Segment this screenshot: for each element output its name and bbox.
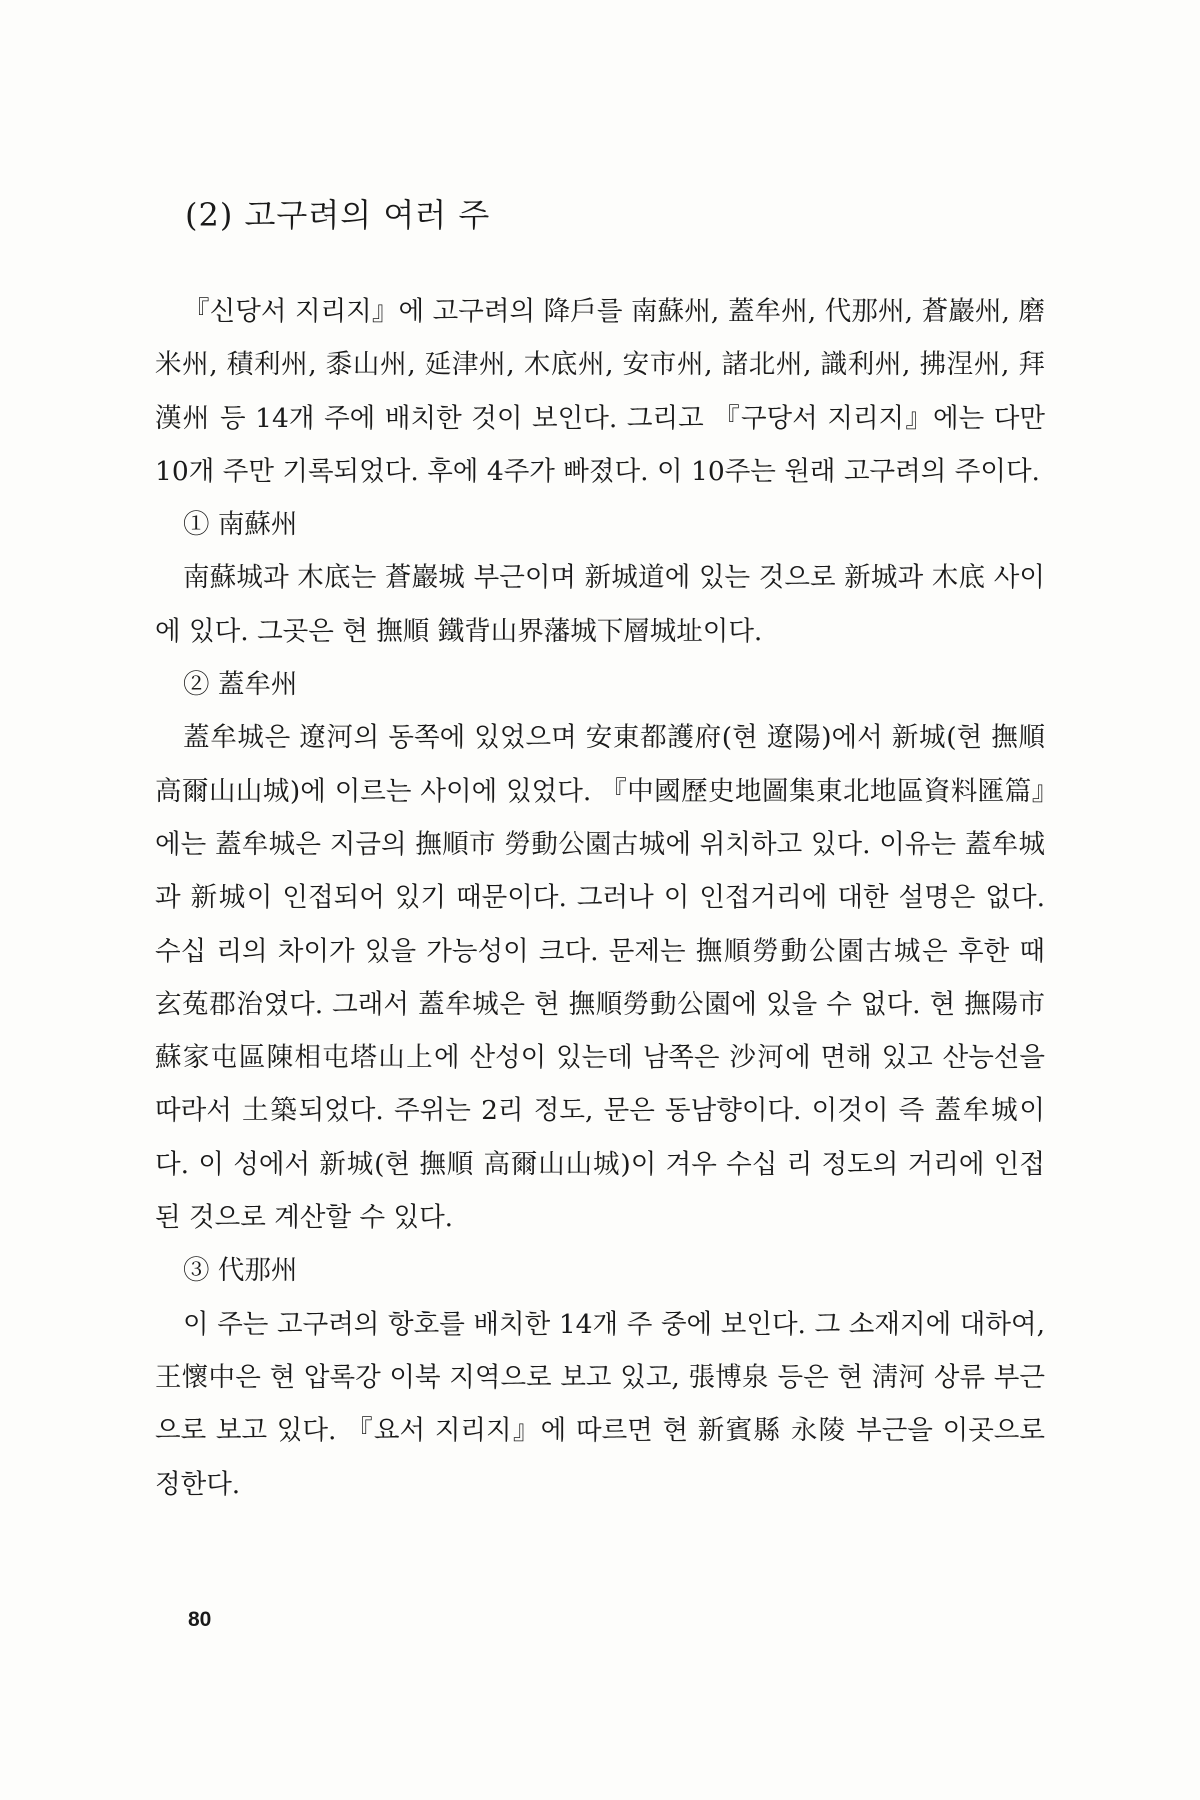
namsoju-paragraph: 南蘇城과 木底는 蒼巖城 부근이며 新城道에 있는 것으로 新城과 木底 사이에 있다. 그곳은 현 撫順 鐵背山界藩城下層城址이다. bbox=[155, 562, 1045, 647]
intro-paragraph: 『신당서 지리지』에 고구려의 降戶를 南蘇州, 蓋牟州, 代那州, 蒼巖州, 磨米州, 積利州, 黍山州, 延津州, 木底州, 安市州, 諸北州, 識利州, 拂涅州, 拜漢州 등 14개 주에 배치한 것이 보인다. 그리고 『구당서 지리지』에는 다만 10개 주만 기록되었다. 후에 4주가 빠졌다. 이 10주는 원래 고구려의 주이다. bbox=[155, 296, 1045, 487]
daenaju-paragraph: 이 주는 고구려의 항호를 배치한 14개 주 중에 보인다. 그 소재지에 대하여, 王懷中은 현 압록강 이북 지역으로 보고 있고, 張博泉 등은 현 淸河 상류 부근으로 보고 있다. 『요서 지리지』에 따르면 현 新賓縣 永陵 부근을 이곳으로 정한다. bbox=[155, 1308, 1045, 1500]
subsection-heading-namsoju: ① 南蘇州 bbox=[183, 509, 298, 541]
section-heading: (2) 고구려의 여러 주 bbox=[185, 196, 491, 234]
page-number: 80 bbox=[188, 1608, 212, 1631]
subsection-heading-gaemoju: ② 蓋牟州 bbox=[183, 669, 298, 701]
body-text bbox=[155, 285, 1045, 1511]
gaemoju-paragraph: 蓋牟城은 遼河의 동쪽에 있었으며 安東都護府(현 遼陽)에서 新城(현 撫順 高爾山山城)에 이르는 사이에 있었다. 『中國歷史地圖集東北地區資料匯篇』에는 蓋牟城은 지금의 撫順市 勞動公園古城에 위치하고 있다. 이유는 蓋牟城과 新城이 인접되어 있기 때문이다. 그러나 이 인접거리에 대한 설명은 없다. 수십 리의 차이가 있을 가능성이 크다. 문제는 撫順勞動公園古城은 후한 때 玄菟郡治였다. 그래서 蓋牟城은 현 撫順勞動公園에 있을 수 없다. 현 撫陽市蘇家屯區陳相屯塔山上에 산성이 있는데 남쪽은 沙河에 면해 있고 산능선을 따라서 土築되었다. 주위는 2리 정도, 문은 동남향이다. 이것이 즉 蓋牟城이다. 이 성에서 新城(현 撫順 高爾山山城)이 겨우 수십 리 정도의 거리에 인접된 것으로 계산할 수 있다. bbox=[155, 722, 1045, 1234]
subsection-heading-daenaju: ③ 代那州 bbox=[183, 1255, 298, 1287]
